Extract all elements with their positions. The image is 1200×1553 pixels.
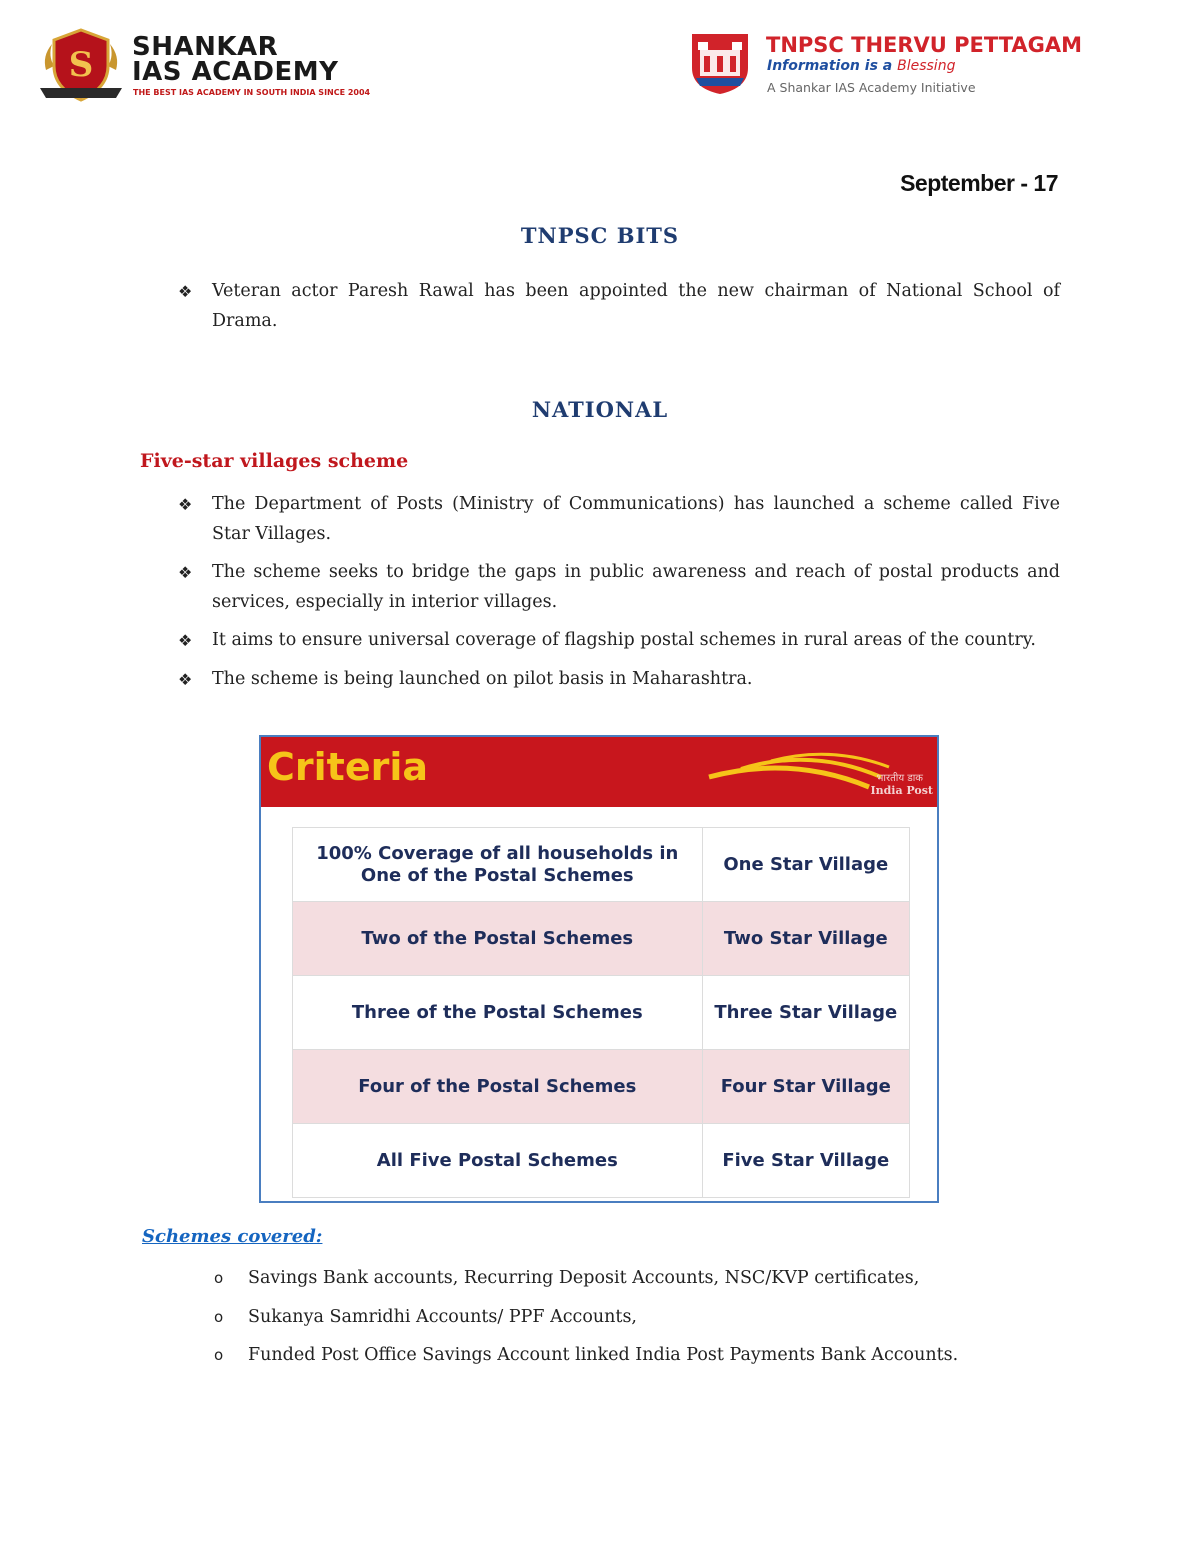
rating-cell: One Star Village — [702, 828, 909, 902]
logo-line-shankar: SHANKAR — [132, 32, 279, 62]
diamond-bullet-icon: ❖ — [178, 563, 193, 582]
criteria-title: Criteria — [267, 745, 428, 789]
diamond-bullet-icon: ❖ — [178, 631, 193, 650]
brand-tagline — [767, 58, 955, 74]
list-item: ❖ It aims to ensure universal coverage of flagship postal schemes in rural areas of the country. — [178, 626, 1060, 656]
circle-bullet-icon: o — [214, 1307, 224, 1326]
national-heading: NATIONAL — [531, 397, 669, 422]
emblem-letter: S — [68, 45, 94, 85]
tnpsc-thervu-pettagam-logo — [688, 28, 1158, 100]
tagline-accent: Blessing — [897, 58, 956, 74]
rating-cell: Three Star Village — [702, 976, 909, 1050]
list-item: ❖ The scheme is being launched on pilot basis in Maharashtra. — [178, 665, 1060, 695]
schemes-covered-list — [214, 1264, 1060, 1371]
table-row — [293, 1050, 910, 1124]
circle-bullet-icon: o — [214, 1269, 224, 1287]
brand-subline: A Shankar IAS Academy Initiative — [767, 80, 976, 95]
coverage-cell: Two of the Postal Schemes — [293, 902, 703, 976]
tagline-main: Information is a — [767, 58, 898, 74]
shankar-emblem-icon — [38, 26, 124, 106]
table-row — [293, 902, 910, 976]
list-item: o Funded Post Office Savings Account linked India Post Payments Bank Accounts. — [214, 1341, 1060, 1371]
rating-cell: Five Star Village — [702, 1124, 909, 1198]
table-row — [293, 828, 910, 902]
diamond-bullet-icon: ❖ — [178, 669, 193, 689]
coverage-cell: All Five Postal Schemes — [293, 1124, 703, 1198]
logo-line-ias-academy: IAS ACADEMY — [132, 57, 339, 87]
brand-title: TNPSC THERVU PETTAGAM — [766, 33, 1083, 57]
coverage-cell: Three of the Postal Schemes — [293, 976, 703, 1050]
five-star-villages-heading: Five-star villages scheme — [140, 450, 409, 472]
circle-bullet-icon: o — [214, 1346, 224, 1364]
diamond-bullet-icon: ❖ — [178, 282, 193, 301]
table-row — [293, 1124, 910, 1198]
building-emblem-icon — [688, 28, 752, 96]
list-item: o Savings Bank accounts, Recurring Deposit Accounts, NSC/KVP certificates, — [214, 1264, 1060, 1294]
schemes-covered-heading: Schemes covered: — [142, 1226, 323, 1247]
brand-india-post: India Post — [870, 784, 933, 797]
coverage-cell: Four of the Postal Schemes — [293, 1050, 703, 1124]
list-item: o Sukanya Samridhi Accounts/ PPF Accounts, — [214, 1303, 1060, 1333]
list-item: ❖ The scheme seeks to bridge the gaps in public awareness and reach of postal products and services, especially in interior villages. — [178, 558, 1060, 617]
tnpsc-bits-heading: TNPSC BITS — [520, 223, 680, 248]
brand-hindi: भारतीय डाक — [876, 773, 923, 784]
diamond-bullet-icon: ❖ — [178, 495, 193, 514]
shankar-ias-logo — [38, 26, 371, 110]
list-item: ❖ The Department of Posts (Ministry of Communications) has launched a scheme called Five Star Villages. — [178, 490, 1060, 549]
rating-cell: Four Star Village — [702, 1050, 909, 1124]
criteria-table — [292, 827, 910, 1198]
coverage-cell: 100% Coverage of all households in One of the Postal Schemes — [293, 828, 703, 902]
rating-cell: Two Star Village — [702, 902, 909, 976]
tnpsc-bits-list — [178, 277, 1060, 336]
table-row — [293, 976, 910, 1050]
criteria-header — [261, 737, 937, 807]
page-date: September - 17 — [900, 170, 1058, 196]
criteria-figure — [259, 735, 939, 1203]
logo-tagline: THE BEST IAS ACADEMY IN SOUTH INDIA SINCE 2004 — [133, 88, 371, 97]
list-item: ❖ Veteran actor Paresh Rawal has been appointed the new chairman of National School of Drama. — [178, 277, 1060, 336]
national-list — [178, 490, 1060, 694]
